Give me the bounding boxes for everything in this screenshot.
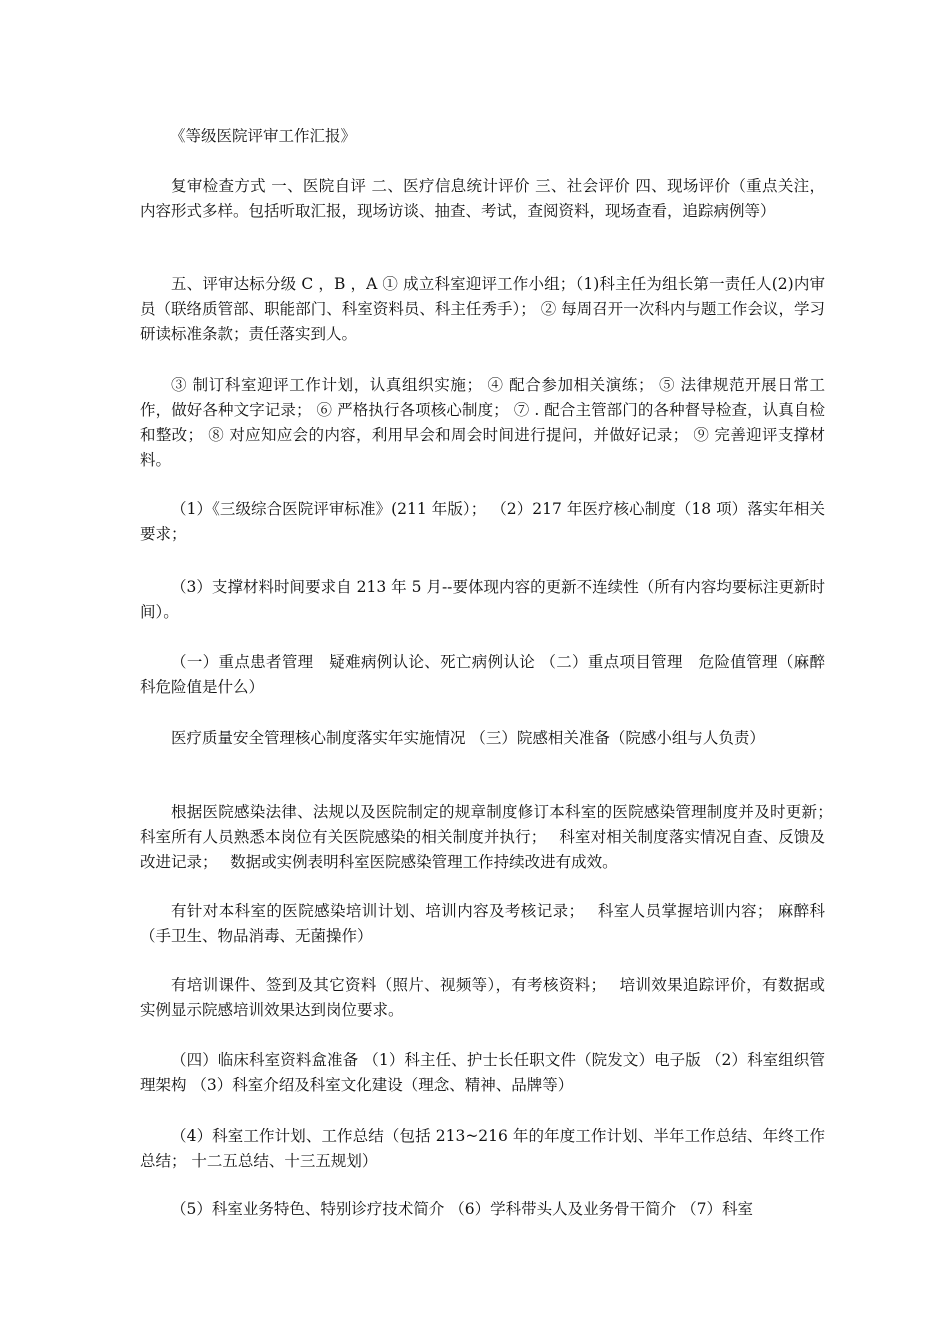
document-title: 《等级医院评审工作汇报》 bbox=[170, 127, 357, 145]
paragraph-department-features: （5）科室业务特色、特别诊疗技术简介 （6）学科带头人及业务骨干简介 （7）科室 bbox=[171, 1200, 753, 1218]
paragraph-quality-safety: 医疗质量安全管理核心制度落实年实施情况 （三）院感相关准备（院感小组与人负责） bbox=[171, 729, 765, 747]
paragraph-grading-team: 五、评审达标分级 C ，B ，A ① 成立科室迎评工作小组；（1)科主任为组长第一责任人(2)内审员（联络质管部、职能部门、科室资料员、科主任秀手）； ② 每周召开一次科内与题工作会议，学习研读标准条款；责任落实到人。 bbox=[140, 275, 825, 343]
paragraph-work-summary: （4）科室工作计划、工作总结（包括 213~216 年的年度工作计划、半年工作总结、年终工作总结； 十二五总结、十三五规划） bbox=[140, 1127, 825, 1170]
paragraph-data-box: （四）临床科室资料盒准备 （1）科主任、护士长任职文件（院发文）电子版 （2）科室组织管理架构 （3）科室介绍及科室文化建设（理念、精神、品牌等） bbox=[140, 1051, 825, 1094]
paragraph-review-methods: 复审检查方式 一、医院自评 二、医疗信息统计评价 三、社会评价 四、现场评价（重点关注，内容形式多样。包括听取汇报，现场访谈、抽查、考试，查阅资料，现场查看，追踪病例等） bbox=[140, 177, 825, 220]
paragraph-training-materials: 有培训课件、签到及其它资料（照片、视频等），有考核资料； 培训效果追踪评价，有数据或实例显示院感培训效果达到岗位要求。 bbox=[140, 976, 825, 1019]
paragraph-infection-rules: 根据医院感染法律、法规以及医院制定的规章制度修订本科室的医院感染管理制度并及时更新； 科室所有人员熟悉本岗位有关医院感染的相关制度并执行； 科室对相关制度落实情况自查、反馈及改进记录； 数据或实例表明科室医院感染管理工作持续改进有成效。 bbox=[140, 803, 841, 871]
paragraph-standards: （1）《三级综合医院评审标准》(211 年版）； （2）217 年医疗核心制度（18 项）落实年相关要求； bbox=[140, 500, 825, 543]
paragraph-work-plan: ③ 制订科室迎评工作计划，认真组织实施； ④ 配合参加相关演练； ⑤ 法律规范开展日常工作，做好各种文字记录； ⑥ 严格执行各项核心制度； ⑦ . 配合主管部门的各种督导检查，认真自检和整改； ⑧ 对应知应会的内容，利用早会和周会时间进行提问，并做好记录； ⑨ 完善迎评支撑材料。 bbox=[140, 376, 825, 469]
paragraph-material-time: （3）支撑材料时间要求自 213 年 5 月--要体现内容的更新不连续性（所有内容均要标注更新时间）。 bbox=[140, 578, 825, 621]
paragraph-key-patients: （一）重点患者管理 疑难病例认论、死亡病例认论 （二）重点项目管理 危险值管理（麻醉科危险值是什么） bbox=[140, 653, 825, 696]
document-page bbox=[140, 0, 841, 1344]
paragraph-infection-training: 有针对本科室的医院感染培训计划、培训内容及考核记录； 科室人员掌握培训内容； 麻醉科（手卫生、物品消毒、无菌操作） bbox=[140, 902, 825, 945]
